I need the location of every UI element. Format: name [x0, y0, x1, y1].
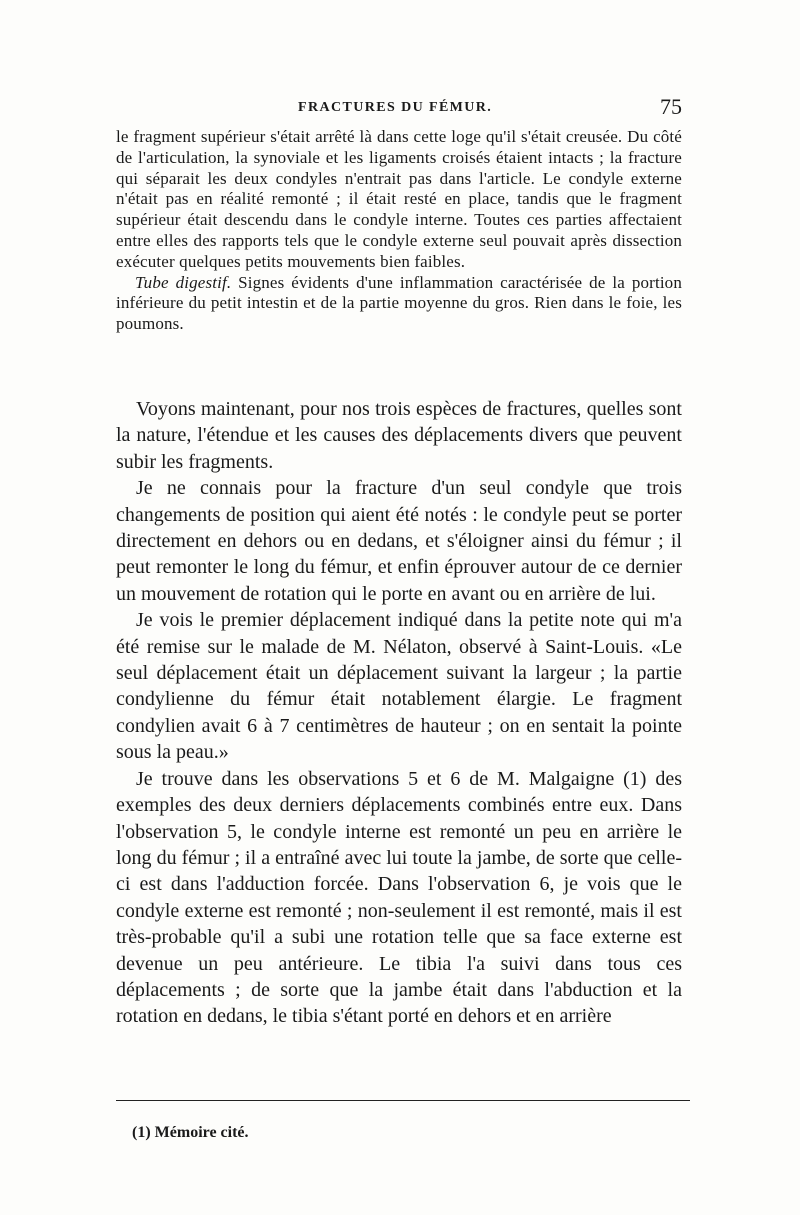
body-paragraph-2: Je ne connais pour la fracture d'un seul condyle que trois changements de position qui aient été notés : le condyle peut se porter directement en dehors ou en dedans, et s'éloigner ainsi du fémur ; il peut remonter le long du fémur, et enfin éprouver autour de ce dernier un mouvement de rotation qui le porte en avant ou en arrière de lui. [116, 477, 682, 605]
tube-digestif-text: Signes évidents d'une inflammation caractérisée de la portion inférieure du petit intestin et de la partie moyenne du gros. Rien dans le foie, les poumons. [116, 272, 682, 334]
tube-digestif-label: Tube digestif. [135, 272, 232, 292]
main-text [116, 396, 682, 1030]
footnote-divider [116, 1100, 690, 1101]
body-paragraph-4: Je trouve dans les observations 5 et 6 de M. Malgaigne (1) des exemples des deux derniers déplacements combinés entre eux. Dans l'observation 5, le condyle interne est remonté un peu en arrière le long du fémur ; il a entraîné avec lui toute la jambe, de sorte que celle-ci est dans l'adduction forcée. Dans l'observation 6, je vois que le condyle externe est remonté ; non-seulement il est remonté, mais il est très-probable qu'il a subi une rotation telle que sa face externe est devenue un peu antérieure. Le tibia l'a suivi dans tous ces déplacements ; de sorte que la jambe était dans l'abduction et la rotation en dedans, le tibia s'étant porté en dehors et en arrière [116, 767, 682, 1028]
running-title: FRACTURES DU FÉMUR. [298, 100, 493, 115]
observation-paragraph: le fragment supérieur s'était arrêté là dans cette loge qu'il s'était creusée. Du côté de l'articulation, la synoviale et les ligaments croisés étaient intacts ; la fracture qui séparait les deux condyles n'entrait pas dans l'article. Le condyle externe n'était pas en réalité remonté ; il était resté en place, tandis que le fragment supérieur était descendu dans le condyle interne. Toutes ces parties affectaient entre elles des rapports tels que le condyle externe seul pouvait après dissection exécuter quelques petits mouvements bien faibles. [116, 127, 682, 271]
tube-digestif-paragraph [116, 273, 682, 335]
body-paragraph-3: Je vois le premier déplacement indiqué dans la petite note qui m'a été remise sur le malade de M. Nélaton, observé à Saint-Louis. «Le seul déplacement était un déplacement suivant la largeur ; la partie condylienne du fémur était notablement élargie. Le fragment condylien avait 6 à 7 centimètres de hauteur ; on en sentait la pointe sous la peau.» [116, 609, 682, 764]
page-header [116, 94, 682, 122]
body-paragraph-1: Voyons maintenant, pour nos trois espèces de fractures, quelles sont la nature, l'étendue et les causes des déplacements divers que peuvent subir les fragments. [116, 398, 682, 473]
observation-block [116, 127, 682, 335]
page-number: 75 [660, 94, 682, 119]
footnote: (1) Mémoire cité. [132, 1124, 249, 1141]
